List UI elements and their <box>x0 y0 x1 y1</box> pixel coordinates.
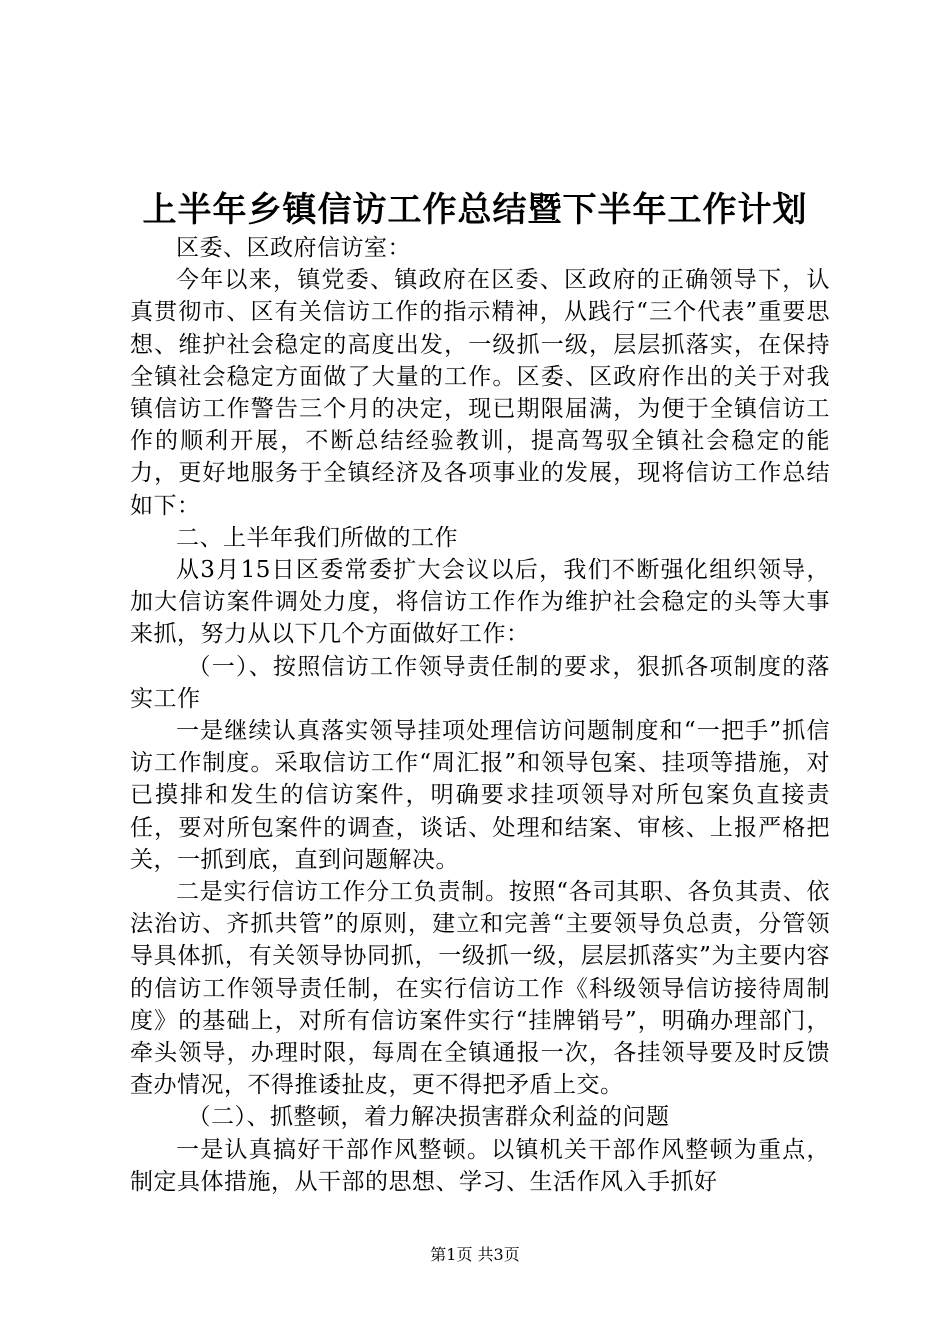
body-paragraph: 从3月15日区委常委扩大会议以后，我们不断强化组织领导，加大信访案件调处力度，将信访工作作为维护社会稳定的头等大事来抓，努力从以下几个方面做好工作： <box>130 557 830 648</box>
page-footer <box>0 1244 950 1266</box>
subsection-heading: （一）、按照信访工作领导责任制的要求，狠抓各项制度的落实工作 <box>130 653 830 712</box>
document-title: 上半年乡镇信访工作总结暨下半年工作计划 <box>142 190 808 230</box>
body-paragraph: 一是认真搞好干部作风整顿。以镇机关干部作风整顿为重点，制定具体措施，从干部的思想、学习、生活作风入手抓好 <box>130 1136 830 1195</box>
body-paragraph: 一是继续认真落实领导挂项处理信访问题制度和“一把手”抓信访工作制度。采取信访工作“周汇报”和领导包案、挂项等措施，对已摸排和发生的信访案件，明确要求挂项领导对所包案负直接责任，要对所包案件的调查，谈话、处理和结案、审核、上报严格把关，一抓到底，直到问题解决。 <box>130 718 830 873</box>
body-paragraph: 二是实行信访工作分工负责制。按照“各司其职、各负其责、依法治访、齐抓共管”的原则，建立和完善“主要领导负总责，分管领导具体抓，有关领导协同抓，一级抓一级，层层抓落实”为主要内容的信访工作领导责任制，在实行信访工作《科级领导信访接待周制度》的基础上，对所有信访案件实行“挂牌销号”，明确办理部门，牵头领导，办理时限，每周在全镇通报一次，各挂领导要及时反馈查办情况，不得推诿扯皮，更不得把矛盾上交。 <box>130 879 830 1099</box>
section-heading: 二、上半年我们所做的工作 <box>176 524 458 551</box>
page-indicator: 第1页 共3页 <box>430 1245 520 1264</box>
subsection-heading: （二）、抓整顿，着力解决损害群众利益的问题 <box>187 1104 670 1131</box>
document-body <box>130 232 830 1198</box>
intro-paragraph: 今年以来，镇党委、镇政府在区委、区政府的正确领导下，认真贯彻市、区有关信访工作的指示精神，从践行“三个代表”重要思想、维护社会稳定的高度出发，一级抓一级，层层抓落实，在保持全镇社会稳定方面做了大量的工作。区委、区政府作出的关于对我镇信访工作警告三个月的决定，现已期限届满，为便于全镇信访工作的顺利开展，不断总结经验教训，提高驾驭全镇社会稳定的能力，更好地服务于全镇经济及各项事业的发展，现将信访工作总结如下： <box>130 267 830 519</box>
salutation: 区委、区政府信访室： <box>176 235 411 261</box>
